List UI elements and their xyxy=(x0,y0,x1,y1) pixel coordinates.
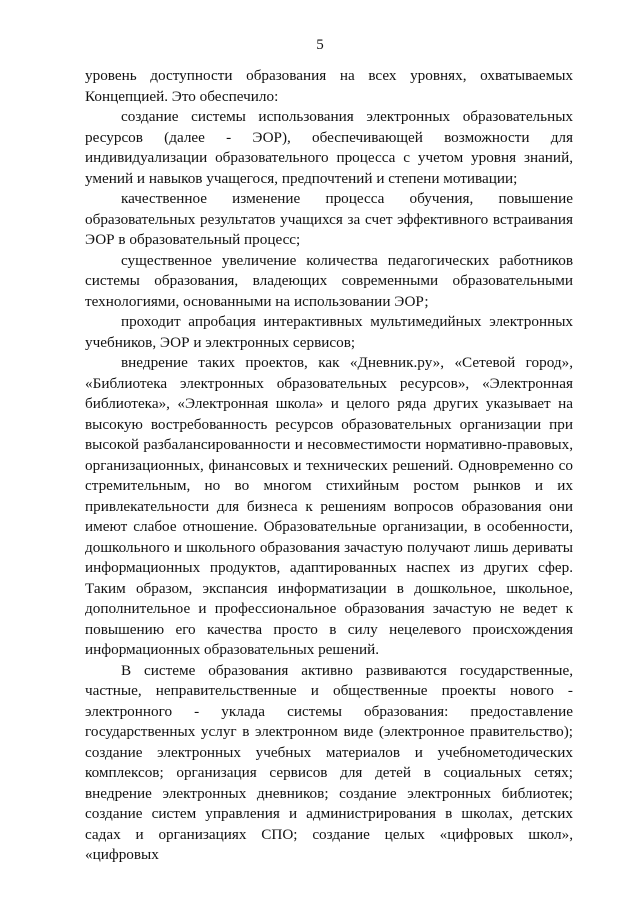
paragraph-7: В системе образования активно развиваются государственные, частные, неправительственные и общественные проекты нового - электронного - уклада системы образования: предоставление государственных услуг в электронном виде (электронное правительство); создание электронных учебных материалов и учебнометодических комплексов; организация сервисов для детей в социальных сетях; внедрение электронных дневников; создание электронных библиотек; создание систем управления и администрирования в школах, детских садах и организациях СПО; создание целых «цифровых школ», «цифровых xyxy=(85,661,573,863)
paragraph-6: внедрение таких проектов, как «Дневник.ру», «Сетевой город», «Библиотека электронных образовательных ресурсов», «Электронная библиотека», «Электронная школа» и целого ряда других указывает на высокую востребованность ресурсов образовательных организации при высокой разбалансированности и несовместимости нормативно-правовых, организационных, финансовых и технических решений. Одновременно со стремительным, но во многом стихийным ростом рынков и их привлекательности для бизнеса к решениям вопросов образования они имеют слабое отношение. Образовательные организации, в особенности, дошкольного и школьного образования зачастую получают лишь дериваты информационных продуктов, адаптированных наспех из других сфер. Таким образом, экспансия информатизации в дошкольное, школьное, дополнительное и профессиональное образования зачастую не ведет к повышению его качества просто в силу нецелевого происхождения информационных образовательных решений. xyxy=(85,354,573,658)
paragraph-4: существенное увеличение количества педагогических работников системы образования, владеющих современными образовательными технологиями, основанными на использовании ЭОР; xyxy=(85,251,573,310)
paragraph-5: проходит апробация интерактивных мультимедийных электронных учебников, ЭОР и электронных сервисов; xyxy=(85,313,573,351)
paragraph-1: уровень доступности образования на всех уровнях, охватываемых Концепцией. Это обеспечило: xyxy=(85,67,573,105)
body-text xyxy=(85,66,573,866)
page-number: 5 xyxy=(316,37,324,53)
paragraph-3: качественное изменение процесса обучения, повышение образовательных результатов учащихся за счет эффективного встраивания ЭОР в образовательный процесс; xyxy=(85,190,573,248)
paragraph-2: создание системы использования электронных образовательных ресурсов (далее - ЭОР), обеспечивающей возможности для индивидуализации образовательного процесса с учетом уровня знаний, умений и навыков учащегося, предпочтений и степени мотивации; xyxy=(85,108,573,187)
